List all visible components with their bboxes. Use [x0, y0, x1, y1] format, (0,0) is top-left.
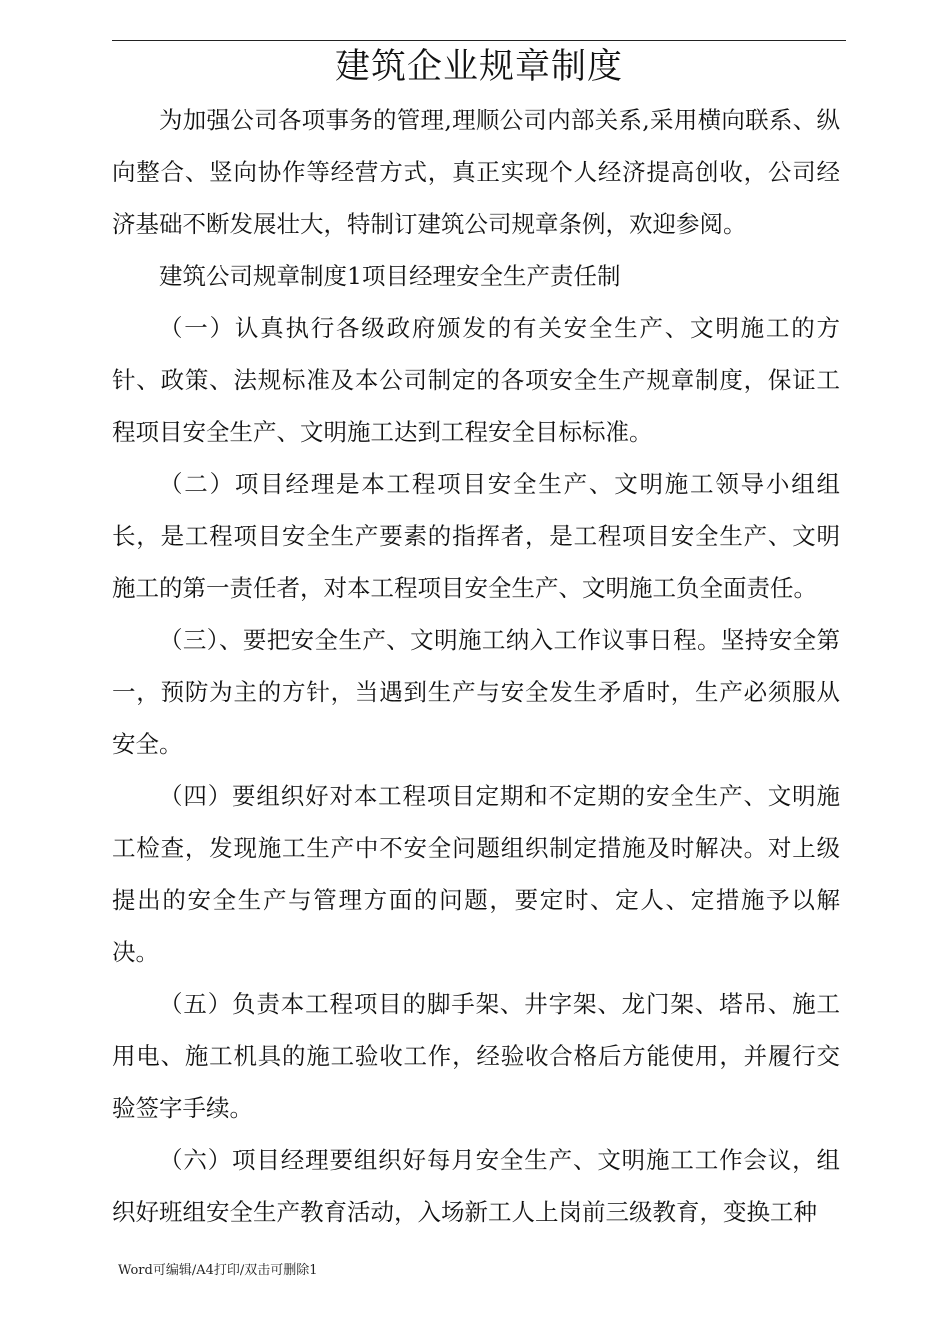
paragraph-section-heading: 建筑公司规章制度1项目经理安全生产责任制: [159, 262, 621, 290]
document-body: [112, 94, 840, 1238]
paragraph-item-1: （一）认真执行各级政府颁发的有关安全生产、文明施工的方针、政策、法规标准及本公司制定的各项安全生产规章制度，保证工程项目安全生产、文明施工达到工程安全目标标准。: [112, 314, 840, 446]
paragraph-item-4: （四）要组织好对本工程项目定期和不定期的安全生产、文明施工检查，发现施工生产中不安全问题组织制定措施及时解决。对上级提出的安全生产与管理方面的问题，要定时、定人、定措施予以解决。: [112, 782, 840, 966]
paragraph-item-5: （五）负责本工程项目的脚手架、井字架、龙门架、塔吊、施工用电、施工机具的施工验收工作，经验收合格后方能使用，并履行交验签字手续。: [112, 990, 840, 1122]
paragraph-item-3: （三）、要把安全生产、文明施工纳入工作议事日程。坚持安全第一，预防为主的方针，当遇到生产与安全发生矛盾时，生产必须服从安全。: [112, 626, 840, 758]
document-title: 建筑企业规章制度: [334, 47, 623, 87]
paragraph-item-2: （二）项目经理是本工程项目安全生产、文明施工领导小组组长，是工程项目安全生产要素的指挥者，是工程项目安全生产、文明施工的第一责任者，对本工程项目安全生产、文明施工负全面责任。: [112, 470, 840, 602]
page-footer: Word可编辑/A4打印/双击可删除1: [118, 1263, 318, 1278]
paragraph-item-6: （六）项目经理要组织好每月安全生产、文明施工工作会议，组织好班组安全生产教育活动，入场新工人上岗前三级教育，变换工种: [112, 1146, 840, 1226]
paragraph-intro: 为加强公司各项事务的管理,理顺公司内部关系,采用横向联系、纵向整合、竖向协作等经营方式，真正实现个人经济提高创收，公司经济基础不断发展壮大，特制订建筑公司规章条例，欢迎参阅。: [112, 106, 840, 238]
